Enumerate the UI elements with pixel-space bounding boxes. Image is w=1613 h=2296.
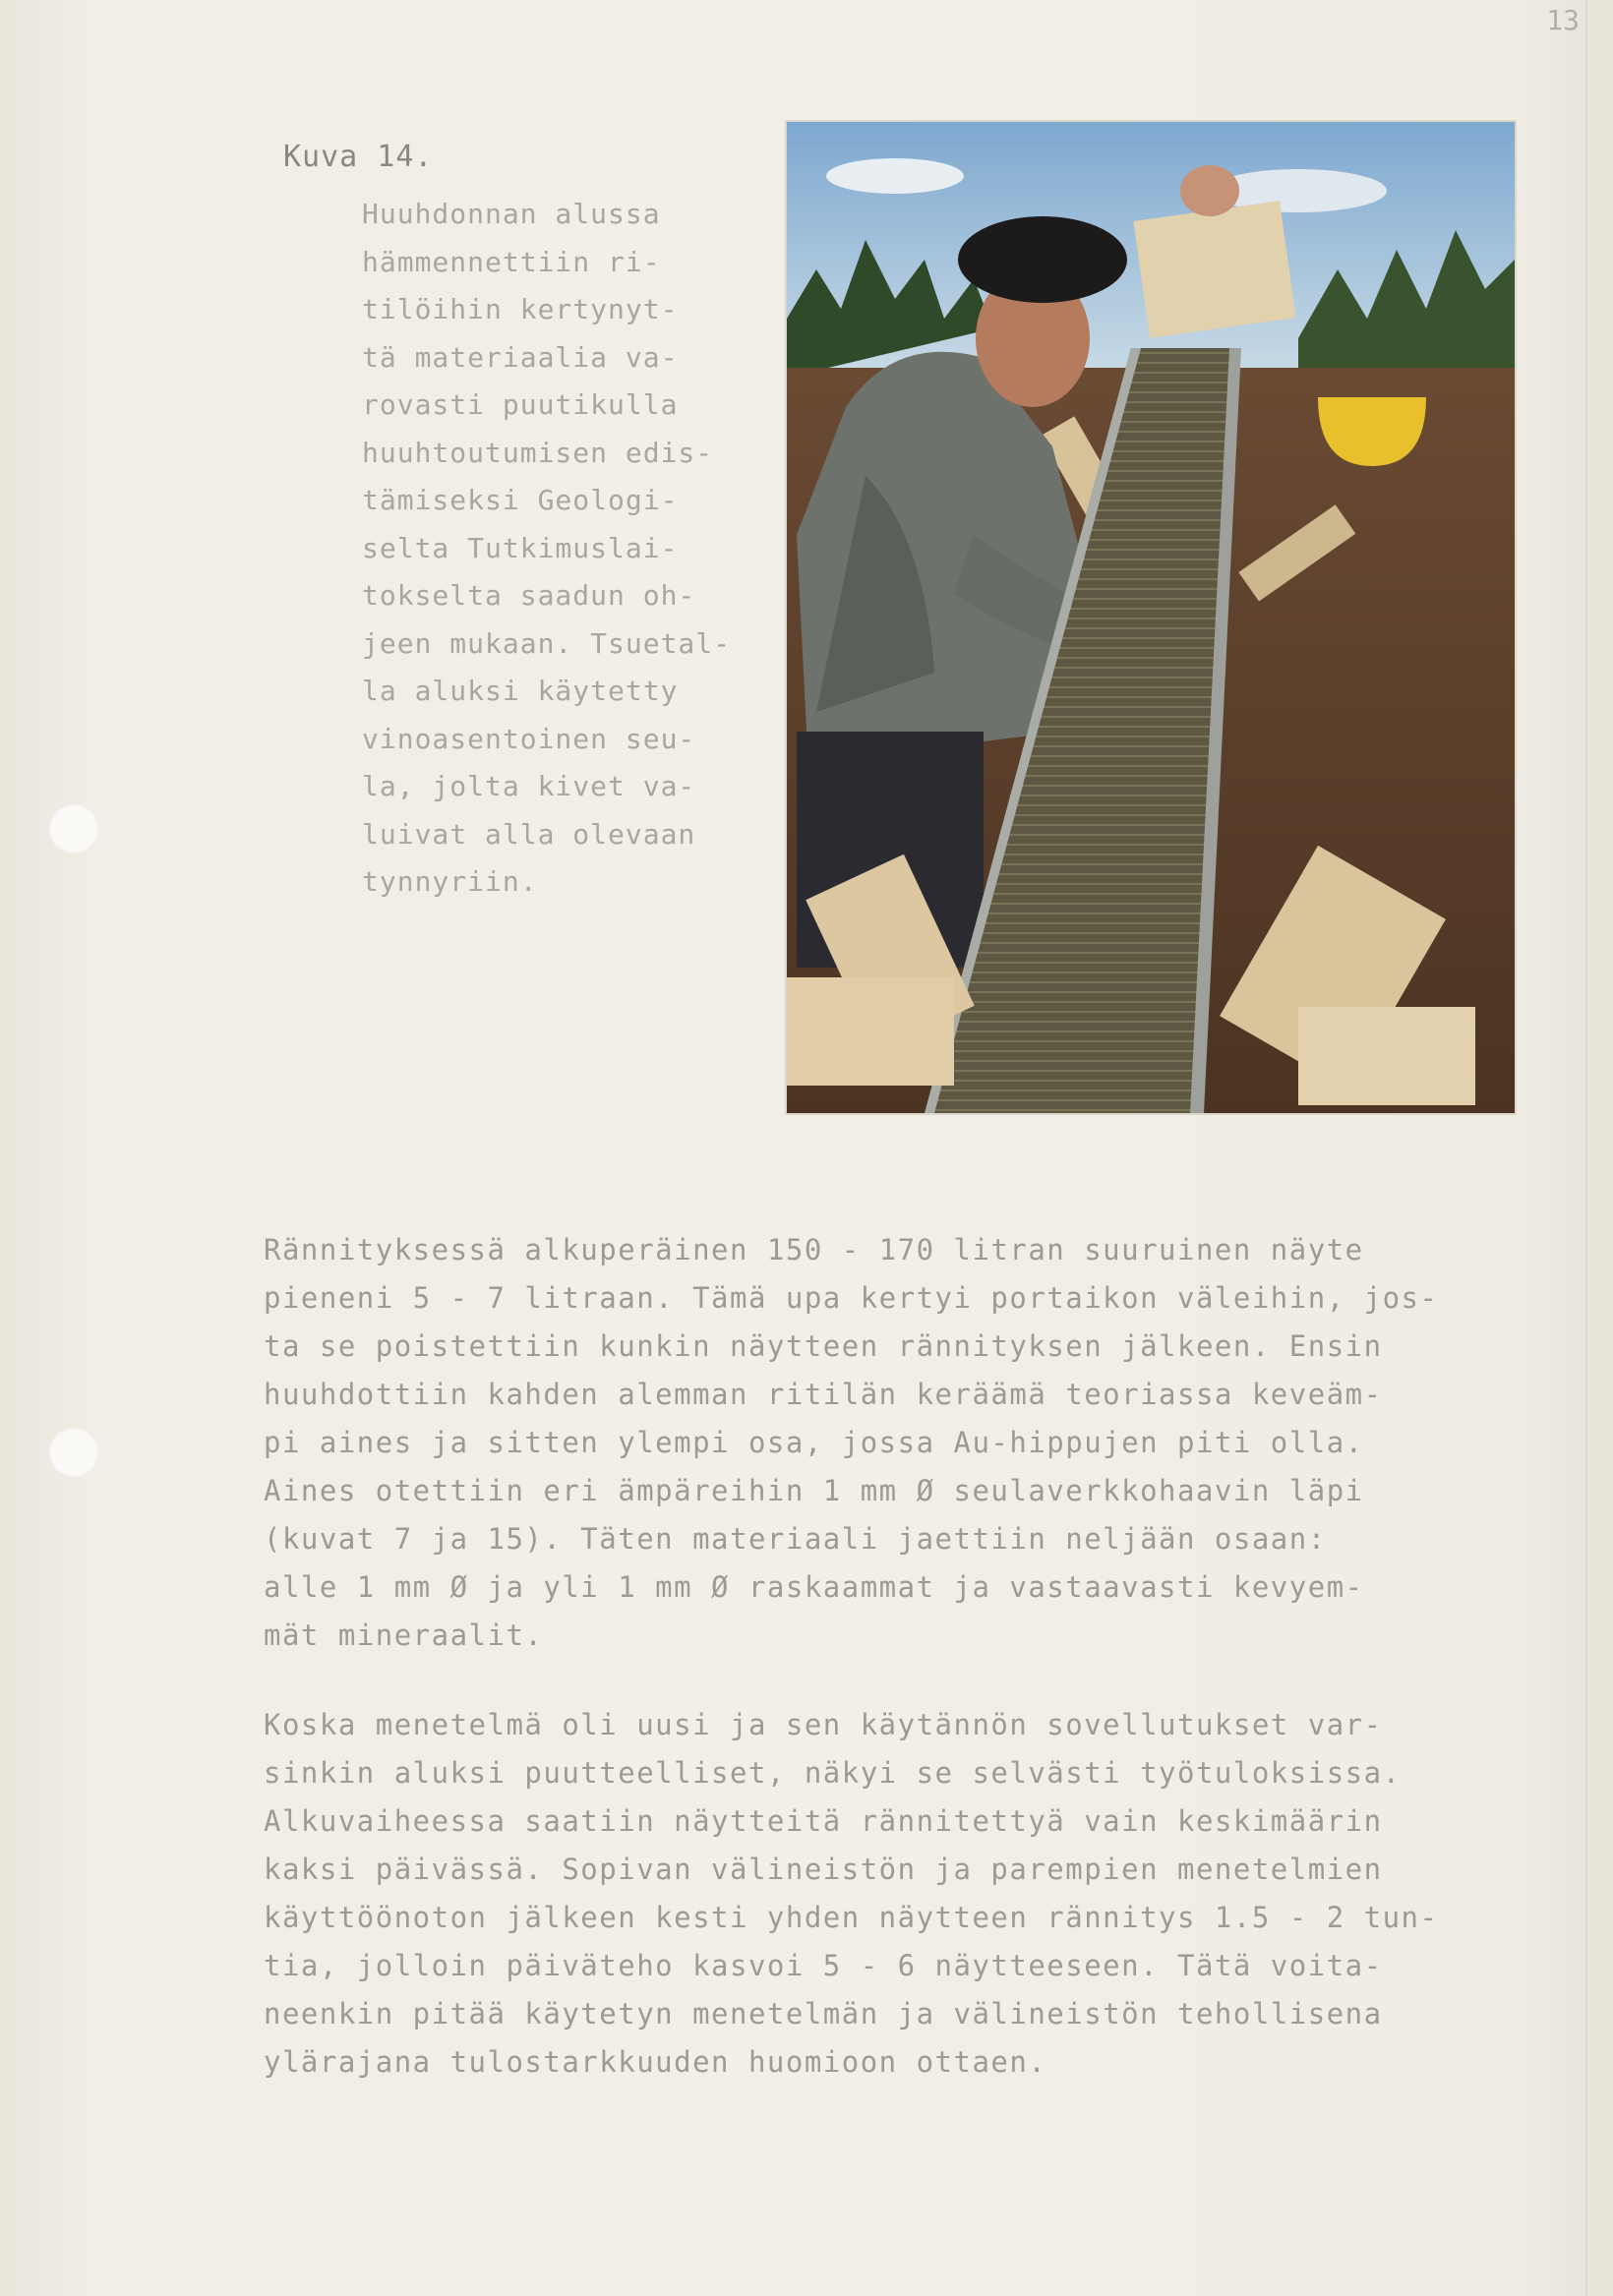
photo-hopper [1133, 201, 1295, 338]
photo-worker-background [1180, 165, 1239, 216]
caption-label: Kuva 14. [283, 140, 434, 174]
figure-caption [283, 134, 814, 907]
photo-board [787, 977, 954, 1086]
paragraph-2: Koska menetelmä oli uusi ja sen käytännön sovellutukset var- sinkin aluksi puutteelliset, näkyi se selvästi työtuloksissa. Alkuvaiheessa saatiin näytteitä rännitettyä vain keskimäärin kaksi päivässä. Sopivan välineistön ja parempien menetelmien käyttöönoton jälkeen kesti yhden näytteen rännitys 1.5 - 2 tun- tia, jolloin päiväteho kasvoi 5 - 6 näytteeseen. Tätä voita- neenkin pitää käytetyn menetelmän ja välineistön tehollisena ylärajana tulostarkkuuden huomioon ottaen. [264, 1708, 1439, 2079]
punch-hole-top [49, 804, 98, 854]
photo-illustration [787, 122, 1515, 1113]
photo-cloud [826, 158, 964, 194]
paragraph-1: Rännityksessä alkuperäinen 150 - 170 litran suuruinen näyte pieneni 5 - 7 litraan. Tämä upa kertyi portaikon väleihin, jos- ta se poistettiin kunkin näytteen rännityksen jälkeen. Ensin huuhdottiin kahden alemman ritilän keräämä teoriassa keveäm- pi aines ja sitten ylempi osa, jossa Au-hippujen piti olla. Aines otettiin eri ämpäreihin 1 mm Ø seulaverkkohaavin läpi (kuvat 7 ja 15). Täten materiaali jaettiin neljään osaan: alle 1 mm Ø ja yli 1 mm Ø raskaammat ja vastaavasti kevyem- mät mineraalit. [264, 1233, 1439, 1652]
photo-beret [958, 216, 1127, 303]
caption-text: Huuhdonnan alussa hämmennettiin ri- tilöihin kertynyt- tä materiaalia va- rovasti puutikulla huuhtoutumisen edis- tämiseksi Geologi- selta Tutkimuslai- tokselta saadun oh- jeen mukaan. Tsuetal- la aluksi käytetty vinoasentoinen seu- la, jolta kivet va- luivat alla olevaan tynnyriin. [362, 198, 732, 898]
page-number: 13 [1546, 4, 1580, 36]
photo-board [1298, 1007, 1475, 1105]
punch-hole-bottom [49, 1428, 98, 1477]
page-edge-shadow [1585, 0, 1587, 2296]
photograph [787, 122, 1515, 1113]
